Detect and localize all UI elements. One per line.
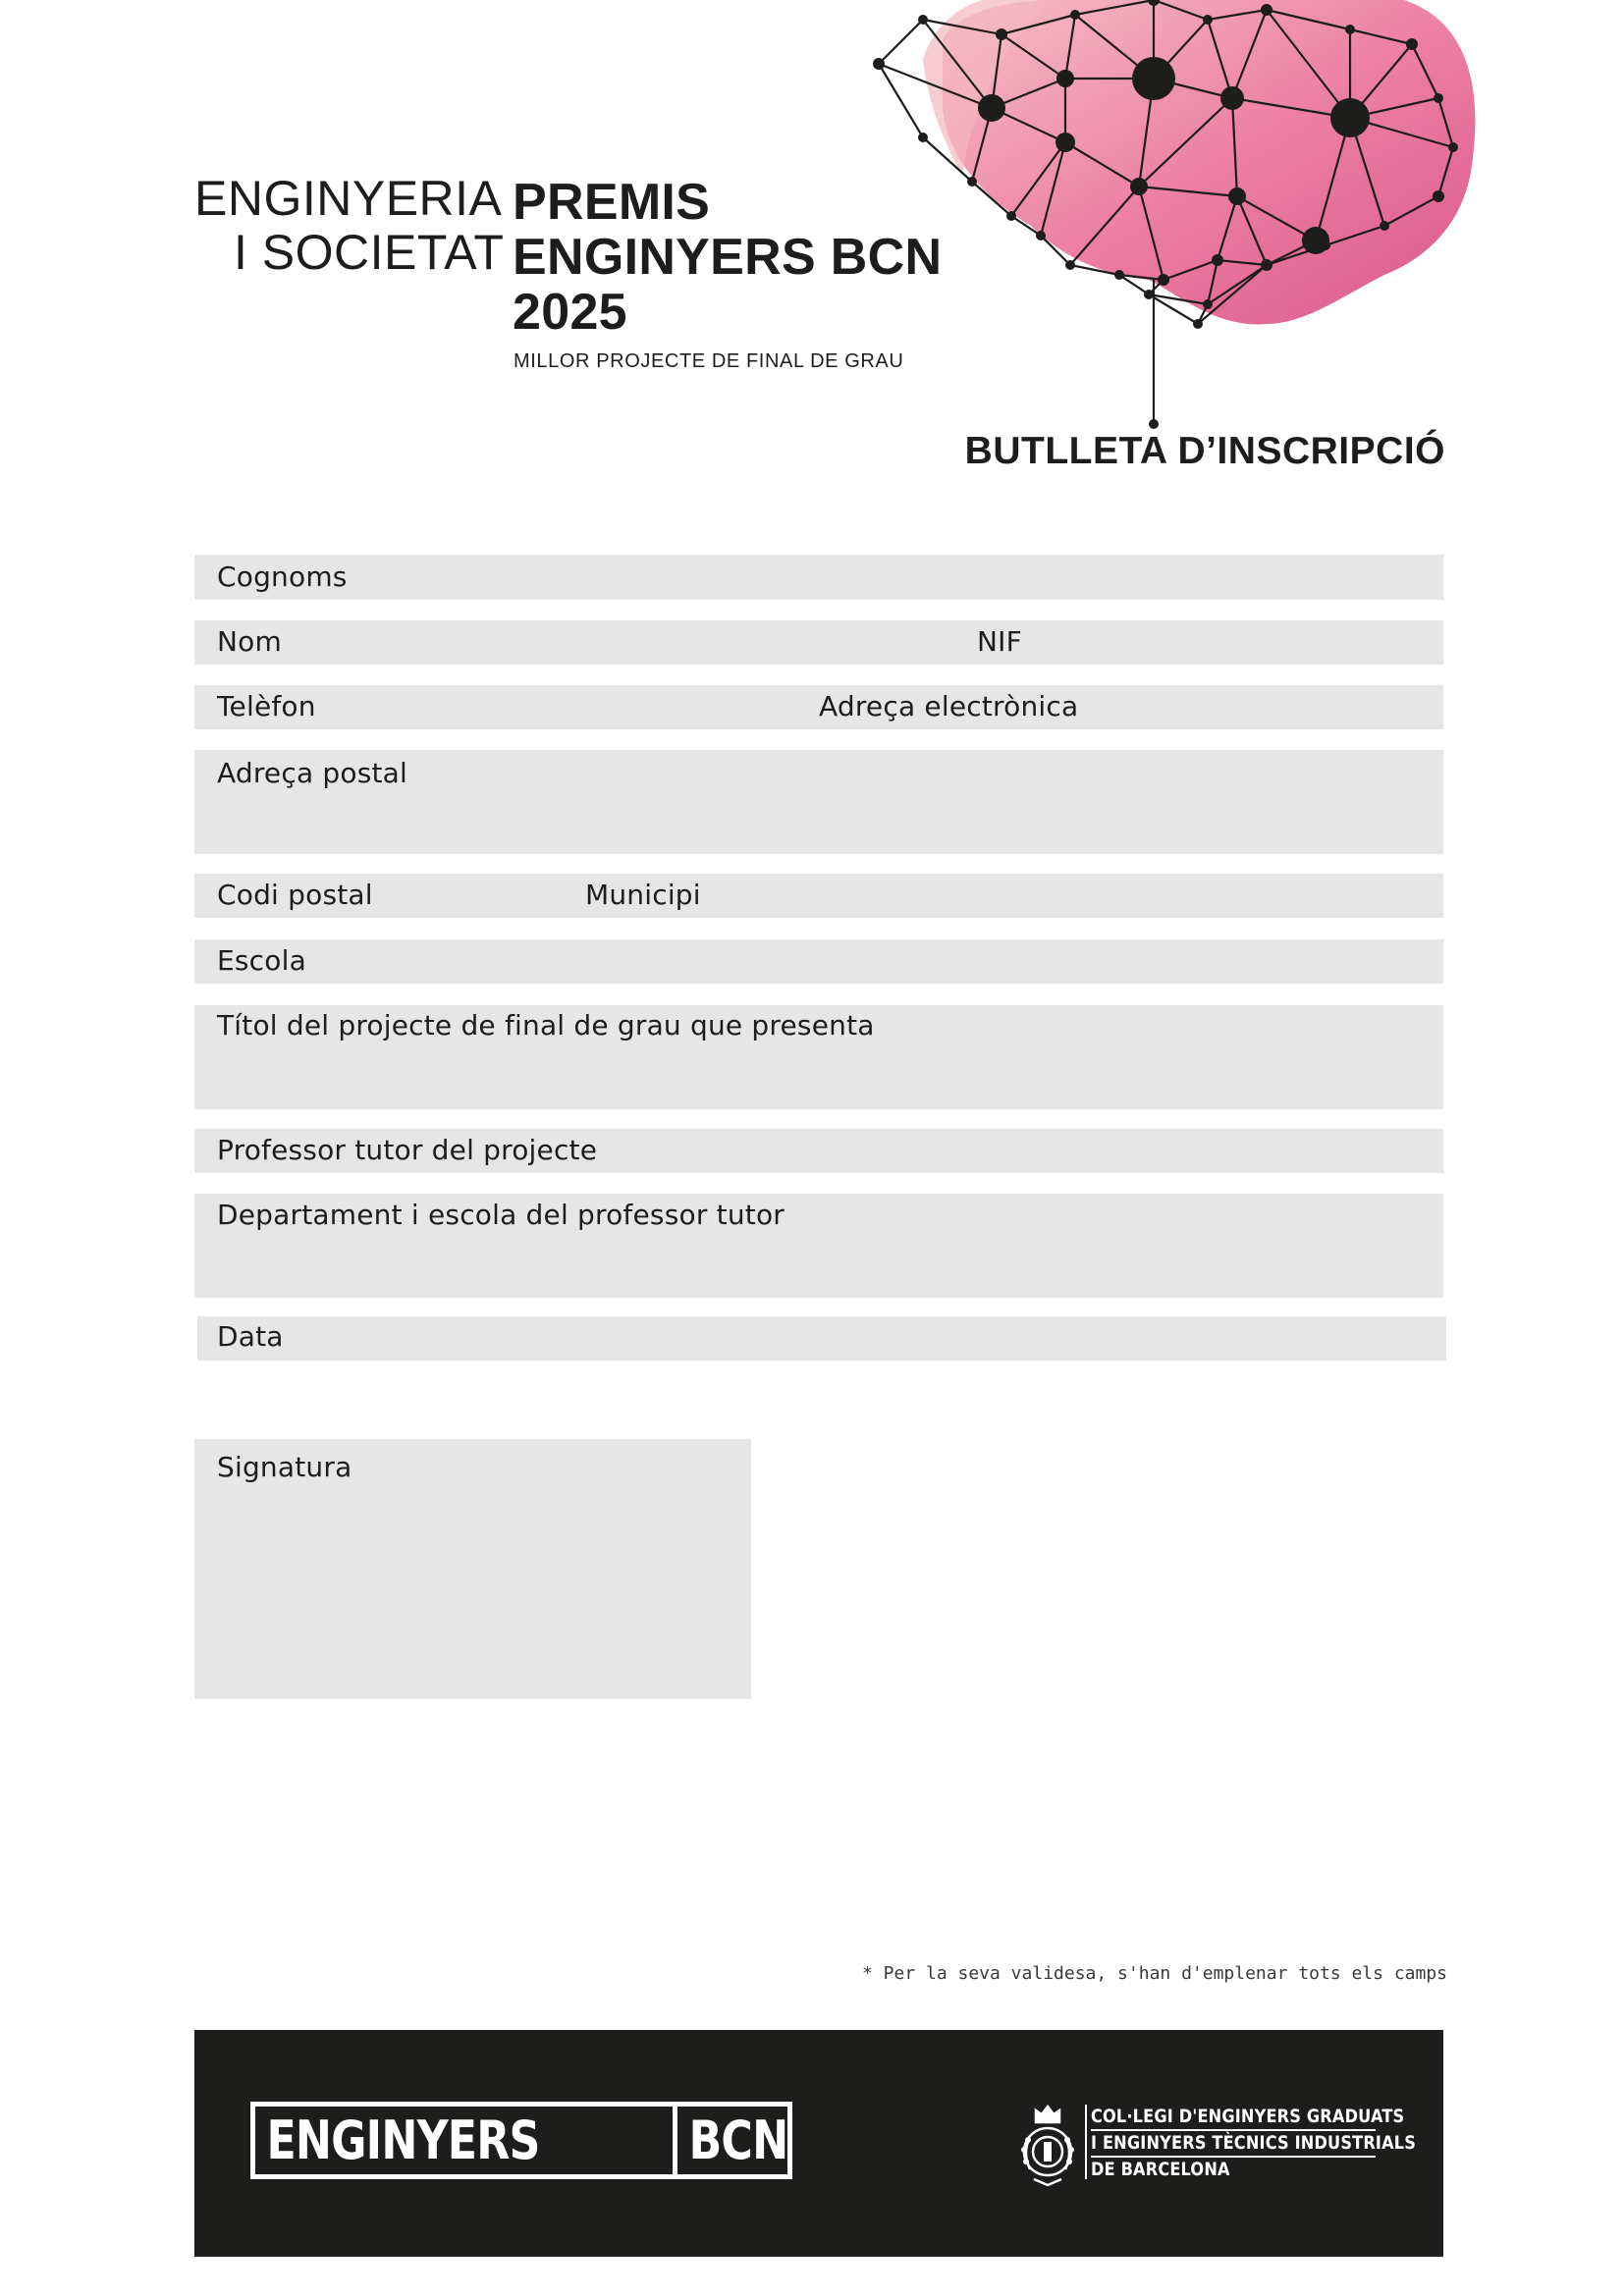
- college-seal-icon: [1016, 2101, 1079, 2189]
- enginyers-bcn-logo: [250, 2102, 792, 2179]
- college-name: [1091, 2105, 1473, 2182]
- brand-line-1: ENGINYERIA: [194, 171, 503, 226]
- telefon-label: Telèfon: [217, 690, 316, 722]
- escola-field[interactable]: [194, 939, 1443, 984]
- title-line-1: PREMIS: [513, 174, 711, 231]
- form-title: BUTLLETA D’INSCRIPCIÓ: [964, 430, 1445, 472]
- validity-note: * Per la seva validesa, s'han d'emplenar tots els camps: [861, 1963, 1447, 1984]
- adreca-postal-field[interactable]: [194, 750, 1443, 854]
- departament-field[interactable]: [194, 1194, 1443, 1298]
- college-line-3: DE BARCELONA: [1091, 2159, 1230, 2180]
- codi-postal-label: Codi postal: [217, 879, 373, 911]
- logo-text-enginyers: ENGINYERS: [266, 2109, 540, 2171]
- adreca-postal-label: Adreça postal: [217, 757, 408, 789]
- escola-label: Escola: [217, 944, 306, 977]
- signatura-field[interactable]: [194, 1439, 751, 1699]
- signatura-label: Signatura: [217, 1451, 352, 1483]
- data-field[interactable]: [197, 1316, 1446, 1361]
- cognoms-label: Cognoms: [217, 561, 348, 593]
- brain-network-graphic: [854, 0, 1492, 432]
- titol-projecte-label: Títol del projecte de final de grau que presenta: [217, 1009, 875, 1041]
- logo-text-bcn: BCN: [688, 2109, 788, 2171]
- titol-projecte-field[interactable]: [194, 1005, 1443, 1109]
- college-line-1: COL·LEGI D'ENGINYERS GRADUATS: [1091, 2106, 1405, 2127]
- data-label: Data: [217, 1320, 284, 1353]
- telefon-email-field[interactable]: [194, 685, 1443, 729]
- nif-label: NIF: [977, 625, 1022, 658]
- nom-label: Nom: [217, 625, 282, 658]
- brand-line-2: I SOCIETAT: [234, 225, 505, 280]
- title-line-3: 2025: [513, 284, 627, 341]
- email-label: Adreça electrònica: [819, 690, 1079, 722]
- page-subtitle: MILLOR PROJECTE DE FINAL DE GRAU: [514, 350, 904, 372]
- title-line-2: ENGINYERS BCN: [513, 229, 943, 286]
- nom-nif-field[interactable]: [194, 620, 1443, 665]
- cognoms-field[interactable]: [194, 555, 1443, 600]
- professor-tutor-label: Professor tutor del projecte: [217, 1134, 598, 1166]
- municipi-label: Municipi: [585, 879, 701, 911]
- professor-tutor-field[interactable]: [194, 1129, 1443, 1173]
- brand-enginyeria-i-societat: [194, 172, 504, 280]
- footer: [194, 2030, 1443, 2257]
- departament-label: Departament i escola del professor tutor: [217, 1199, 785, 1231]
- college-line-2: I ENGINYERS TÈCNICS INDUSTRIALS: [1091, 2132, 1417, 2154]
- codi-postal-municipi-field[interactable]: [194, 874, 1443, 918]
